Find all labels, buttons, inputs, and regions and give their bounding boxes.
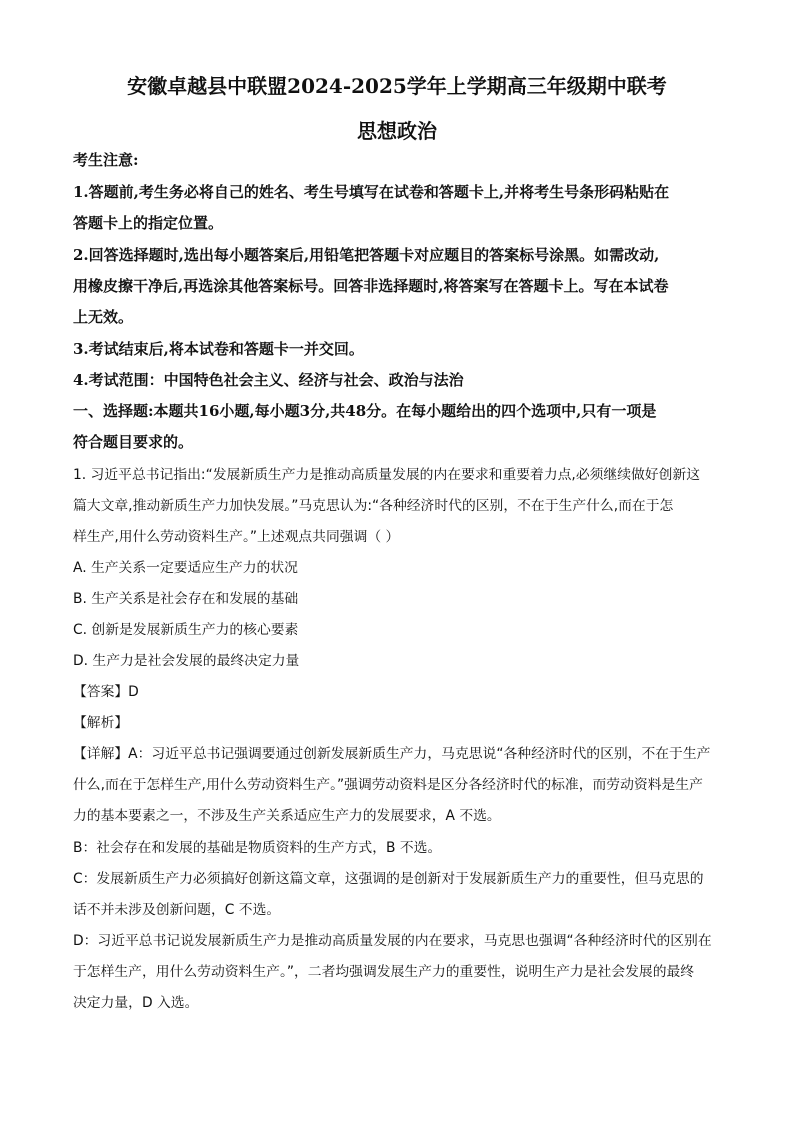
notice-heading: 考生注意:	[73, 151, 139, 169]
detail-line-9: 决定力量，D 入选。	[73, 995, 199, 1011]
detail-line-2: 什么,而在于怎样生产,用什么劳动资料生产。”强调劳动资料是区分各经济时代的标准，而劳动资料是生产	[73, 777, 703, 793]
detail-line-4: B：社会存在和发展的基础是物质资料的生产方式，B 不选。	[73, 840, 442, 856]
detail-line-6: 话不并未涉及创新问题，C 不选。	[73, 902, 281, 918]
detail-line-8: 于怎样生产，用什么劳动资料生产。”，二者均强调发展生产力的重要性，说明生产力是社会发展的最终	[73, 964, 695, 980]
section-heading-line-2: 符合题目要求的。	[73, 433, 194, 451]
notice-item-4: 4.考试范围：中国特色社会主义、经济与社会、政治与法治	[73, 371, 464, 389]
exam-title: 安徽卓越县中联盟2024-2025学年上学期高三年级期中联考	[127, 74, 667, 98]
detail-line-1: 【详解】A：习近平总书记强调要通过创新发展新质生产力，马克思说“各种经济时代的区别，不在于生产	[73, 746, 711, 762]
question-stem-line-3: 样生产,用什么劳动资料生产。”上述观点共同强调（ ）	[73, 529, 400, 545]
notice-item-3: 3.考试结束后,将本试卷和答题卡一并交回。	[73, 340, 364, 358]
question-stem-line-2: 篇大文章,推动新质生产力加快发展。”马克思认为:“各种经济时代的区别，不在于生产什么,而在于怎	[73, 498, 674, 514]
notice-item-2-line-3: 上无效。	[73, 308, 134, 326]
subject-title: 思想政治	[357, 119, 437, 143]
notice-item-1-line-1: 1.答题前,考生务必将自己的姓名、考生号填写在试卷和答题卡上,并将考生号条形码粘贴在	[73, 183, 670, 201]
option-c: C. 创新是发展新质生产力的核心要素	[73, 622, 299, 638]
detail-line-3: 力的基本要素之一，不涉及生产关系适应生产力的发展要求，A 不选。	[73, 808, 501, 824]
option-a: A. 生产关系一定要适应生产力的状况	[73, 560, 298, 576]
option-d: D. 生产力是社会发展的最终决定力量	[73, 653, 300, 669]
question-stem-line-1: 1. 习近平总书记指出:“发展新质生产力是推动高质量发展的内在要求和重要着力点,必须继续做好创新这	[73, 467, 700, 483]
answer-line: 【答案】D	[73, 684, 139, 700]
section-heading-line-1: 一、选择题:本题共16小题,每小题3分,共48分。在每小题给出的四个选项中,只有一项是	[73, 402, 657, 420]
notice-item-2-line-1: 2.回答选择题时,选出每小题答案后,用铅笔把答题卡对应题目的答案标号涂黑。如需改动,	[73, 246, 660, 264]
detail-line-7: D：习近平总书记说发展新质生产力是推动高质量发展的内在要求，马克思也强调“各种经济时代的区别在	[73, 933, 712, 949]
analysis-label: 【解析】	[73, 715, 129, 731]
notice-item-2-line-2: 用橡皮擦干净后,再选涂其他答案标号。回答非选择题时,将答案写在答题卡上。写在本试卷	[73, 277, 669, 295]
option-b: B. 生产关系是社会存在和发展的基础	[73, 591, 299, 607]
notice-item-1-line-2: 答题卡上的指定位置。	[73, 214, 224, 232]
detail-line-5: C：发展新质生产力必须搞好创新这篇文章，这强调的是创新对于发展新质生产力的重要性，但马克思的	[73, 871, 704, 887]
